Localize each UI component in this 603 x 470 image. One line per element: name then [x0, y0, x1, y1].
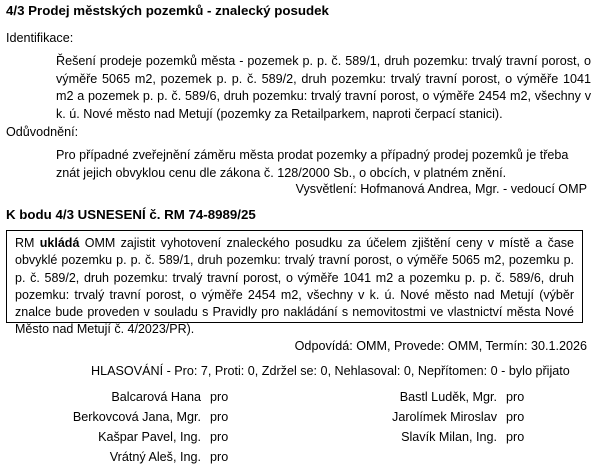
resolution-title: K bodu 4/3 USNESENÍ č. RM 74-8989/25: [6, 207, 256, 222]
voter-vote: pro: [506, 390, 525, 404]
voter-name: Vrátný Aleš, Ing.: [109, 450, 201, 464]
vote-row: [0, 410, 603, 430]
justification-label: Odůvodnění:: [6, 125, 79, 139]
voter-vote: pro: [210, 450, 229, 464]
resolution-prefix: RM: [15, 236, 35, 250]
voter-vote: pro: [210, 410, 229, 424]
voter-name: Bastl Luděk, Mgr.: [399, 390, 497, 404]
identification-text: Řešení prodeje pozemků města - pozemek p. p. č. 589/1, druh pozemku: trvalý travní porost, o výměře 5065 m2, pozemek p. p. č. 589/2, druh pozemku: trvalý travní porost, o výměře 1041 m2 a pozemek p. p. č. 589/6, druh pozemku: trvalý travní porost, o výměře 2454 m2, všechny v k. ú. Nové město nad Metují (pozemky za Retailparkem, naproti čerpací stanici).: [56, 54, 591, 121]
resolution-verb: ukládá: [39, 236, 80, 250]
identification-label: Identifikace:: [6, 31, 74, 45]
voter-name: Slavík Milan, Ing.: [401, 430, 497, 444]
vote-table: [0, 390, 603, 470]
voter-vote: pro: [506, 410, 525, 424]
resolution-text: OMM zajistit vyhotovení znaleckého posudku za účelem zjištění ceny v místě a čase obvyklé pozemku p. p. č. 589/1, druh pozemku: trvalý travní porost, o výměře 5065 m2, pozemku p. p. č. 589/2, druh pozemku: trvalý travní porost, o výměře 1041 m2 a pozemku p. p. č. 589/6, druh pozemku: trvalý travní porost, o výměře 2454 m2, všechny v k. ú. Nové město nad Metují (výběr znalce bude proveden v souladu s Pravidly pro nakládání s nemovitostmi ve vlastnictví města Nové Město nad Metují č. 4/2023/PR).: [15, 236, 574, 337]
explained-by: Vysvětlení: Hofmanová Andrea, Mgr. - vedoucí OMP: [295, 182, 587, 196]
vote-row: [0, 390, 603, 410]
vote-row: [0, 450, 603, 470]
voter-vote: pro: [210, 430, 229, 444]
voter-name: Kašpar Pavel, Ing.: [98, 430, 201, 444]
voter-name: Berkovcová Jana, Mgr.: [72, 410, 201, 424]
justification-text: Pro případné zveřejnění záměru města prodat pozemky a případný prodej pozemků je třeba znát jejich obvyklou cenu dle zákona č. 128/2000 Sb., o obcích, v platném znění.: [56, 148, 569, 180]
responsibility-line: Odpovídá: OMM, Provede: OMM, Termín: 30.1.2026: [294, 339, 587, 353]
voter-name: Balcarová Hana: [111, 390, 201, 404]
voter-name: Jarolímek Miroslav: [392, 410, 497, 424]
vote-row: [0, 430, 603, 450]
vote-summary: HLASOVÁNÍ - Pro: 7, Proti: 0, Zdržel se: 0, Nehlasoval: 0, Nepřítomen: 0 - bylo přijato: [91, 364, 570, 378]
voter-vote: pro: [506, 430, 525, 444]
voter-vote: pro: [210, 390, 229, 404]
resolution-box: [6, 230, 583, 337]
section-title: 4/3 Prodej městských pozemků - znalecký posudek: [6, 3, 329, 18]
